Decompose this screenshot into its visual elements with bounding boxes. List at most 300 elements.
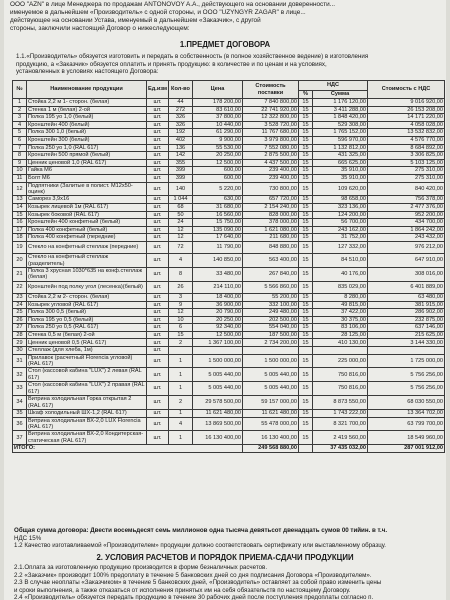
cell-unit: шт. [147,211,169,219]
cell-total: 976 212,00 [368,241,445,253]
table-row [13,196,445,204]
cell-no: 31 [13,354,27,368]
cell-no: 26 [13,316,27,324]
cell-qty: 15 [169,331,193,339]
cell-name: Саморез 3,9х16 [27,196,147,204]
cell-name: Стойка 2,2 м 2- сторон. (белая) [27,293,147,301]
cell-vat-pct: 15 [299,339,313,347]
cell-total: 26 153 208,00 [368,106,445,114]
cell-unit: шт. [147,354,169,368]
cell-no: 37 [13,431,27,445]
cell-vat-sum: 109 620,00 [313,182,368,196]
cell-no: 19 [13,241,27,253]
cell-unit: шт. [147,331,169,339]
cell-price [193,347,243,355]
cell-no: 6 [13,136,27,144]
cell-name: Стенка 1 м (белая) 2-ой [27,106,147,114]
cell-vat-pct: 15 [299,241,313,253]
cell-total: 647 910,00 [368,254,445,268]
vat-line: НДС 15% [14,534,42,542]
cell-unit: шт. [147,267,169,281]
cell-no: 17 [13,226,27,234]
cell-no: 2 [13,106,27,114]
cell-price: 83 610,00 [193,106,243,114]
cell-name: Козырек боковой (RAL 617) [27,211,147,219]
cell-qty: 2 [169,396,193,410]
cell-name: Полка 195 уо 0,5 (белый) [27,316,147,324]
table-row [13,144,445,152]
cell-cost: 730 800,00 [243,182,299,196]
cell-qty: 1 [169,431,193,445]
cell-no: 35 [13,409,27,417]
header-unit: Ед.изм [147,81,169,99]
cell-qty: 8 [169,267,193,281]
table-row [13,417,445,431]
cell-unit: шт. [147,324,169,332]
cell-unit: шт. [147,136,169,144]
cell-vat-pct [299,347,313,355]
header-total: Стоимость с НДС [368,81,445,99]
table-row [13,152,445,160]
cell-price: 10 440,00 [193,121,243,129]
section2-line: 2.1.Оплата за изготовленную продукцию производится в форме безналичных расчетов. [14,564,268,571]
cell-vat-sum: 750 816,00 [313,382,368,396]
cell-total: 381 915,00 [368,301,445,309]
cell-vat-sum: 8 280,00 [313,293,368,301]
cell-total: 13 532 832,00 [368,129,445,137]
cell-no: 5 [13,129,27,137]
cell-vat-pct: 15 [299,309,313,317]
cell-vat-pct: 15 [299,167,313,175]
cell-no: 11 [13,174,27,182]
cell-cost: 5 566 860,00 [243,281,299,293]
cell-price: 61 290,00 [193,129,243,137]
cell-name: Шкаф холодильный ШХ-1,2 (RAL 617) [27,409,147,417]
cell-price: 140 850,00 [193,254,243,268]
cell-total: 18 549 960,00 [368,431,445,445]
cell-vat-pct: 15 [299,281,313,293]
table-row [13,254,445,268]
cell-total: 434 700,00 [368,219,445,227]
cell-unit: шт. [147,226,169,234]
cell-total: 308 016,00 [368,267,445,281]
cell-name: Прилавок (расчетный Florencia угловой) (RAL 617) [27,354,147,368]
cell-qty: 1 [169,368,193,382]
cell-unit: шт. [147,219,169,227]
cell-cost: 22 741 920,00 [243,106,299,114]
table-row [13,114,445,122]
cell-vat-pct: 15 [299,293,313,301]
cell-price: 37 800,00 [193,114,243,122]
cell-qty: 6 [169,324,193,332]
cell-vat-sum: 28 125,00 [313,331,368,339]
cell-cost: 3 979 800,00 [243,136,299,144]
cell-total: 215 625,00 [368,331,445,339]
cell-no: 8 [13,152,27,160]
products-table [12,80,445,453]
cell-vat-pct: 15 [299,136,313,144]
cell-vat-pct: 15 [299,152,313,160]
cell-no: 3 [13,114,27,122]
cell-cost [243,347,299,355]
cell-price: 15 750,00 [193,219,243,227]
cell-vat-sum: 84 510,00 [313,254,368,268]
cell-no: 13 [13,196,27,204]
cell-qty: 1 [169,382,193,396]
contract-page [4,0,446,600]
cell-name: Стекло на конфетный стеллаж (разделитель) [27,254,147,268]
cell-name: Стойка 2,2 м 1- сторон. (белая) [27,99,147,107]
cell-total: 275 310,00 [368,174,445,182]
cell-qty: 326 [169,114,193,122]
cell-no: 23 [13,293,27,301]
cell-price: 11 621 480,00 [193,409,243,417]
cell-cost: 12 322 800,00 [243,114,299,122]
cell-no: 36 [13,417,27,431]
cell-vat-pct: 15 [299,331,313,339]
cell-qty: 68 [169,203,193,211]
cell-unit: шт. [147,339,169,347]
cell-cost: 4 437 500,00 [243,159,299,167]
cell-unit: шт. [147,382,169,396]
cell-unit: шт. [147,152,169,160]
cell-total: 756 378,00 [368,196,445,204]
cell-vat-sum: 30 375,00 [313,316,368,324]
amount-in-words: Общая сумма договора: Двести восемьдесят семь миллионов одна тысяча девятьсот двенадцать сумов 00 тийин. в т.ч. [14,527,388,534]
header-price: Цена [193,81,243,99]
cell-vat-pct: 15 [299,211,313,219]
cell-cost: 16 130 400,00 [243,431,299,445]
cell-no: 12 [13,182,27,196]
cell-name: Витрина холодильная ВХ-2,0 LUX Florencia (RAL 617) [27,417,147,431]
cell-total: 1 725 000,00 [368,354,445,368]
cell-vat-sum: 31 752,00 [313,234,368,242]
cell-vat-sum: 8 873 550,00 [313,396,368,410]
table-row [13,396,445,410]
cell-no: 20 [13,254,27,268]
cell-vat-sum: 124 200,00 [313,211,368,219]
cell-unit: шт. [147,409,169,417]
cell-total: 286 902,00 [368,309,445,317]
cell-vat-sum: 225 000,00 [313,354,368,368]
table-row [13,226,445,234]
table-row [13,354,445,368]
cell-unit: шт. [147,347,169,355]
cell-total: 1 864 242,00 [368,226,445,234]
table-row [13,331,445,339]
cell-total: 13 364 702,00 [368,409,445,417]
cell-no: 33 [13,382,27,396]
cell-name: Кронштейн 300 (белый) [27,136,147,144]
cell-unit: шт. [147,182,169,196]
cell-vat-pct: 15 [299,382,313,396]
cell-name: Витрина холодильная ВХ-2,0 Кондитерская-статическая (RAL 617) [27,431,147,445]
intro-line: ООО "AZN" в лице Менеджера по продажам ANTONOVOY A.A., действующего на основании доверенности... [10,1,336,8]
cell-price: 16 560,00 [193,211,243,219]
cell-no: 10 [13,167,27,175]
cell-vat-pct: 15 [299,254,313,268]
cell-price: 18 400,00 [193,293,243,301]
cell-total: 243 432,00 [368,234,445,242]
cell-cost: 211 680,00 [243,234,299,242]
cell-total [368,347,445,355]
cell-no: 18 [13,234,27,242]
cell-total: 9 016 920,00 [368,99,445,107]
cell-qty: 9 [169,301,193,309]
cell-vat-pct: 15 [299,354,313,368]
cell-vat-sum: 665 625,00 [313,159,368,167]
cell-cost: 2 875 500,00 [243,152,299,160]
section2-line: 2.4 «Производитель» обязуется передать продукцию в течение 30 рабочих дней после поступления предоплаты согласно п. [14,594,374,600]
cell-vat-pct: 15 [299,267,313,281]
cell-total: 232 875,00 [368,316,445,324]
cell-qty: 355 [169,159,193,167]
cell-cost: 378 000,00 [243,219,299,227]
cell-vat-sum [313,347,368,355]
cell-cost: 239 400,00 [243,174,299,182]
cell-total: 840 420,00 [368,182,445,196]
cell-name: Стеллаж (для хлеба, 1м) [27,347,147,355]
cell-vat-pct: 15 [299,301,313,309]
cell-name: Полка 250 уо 1,0 (RAL 617) [27,144,147,152]
header-vat: НДС [299,81,368,91]
cell-vat-sum: 529 308,00 [313,121,368,129]
cell-price: 55 530,00 [193,144,243,152]
cell-qty: 10 [169,316,193,324]
cell-total: 275 310,00 [368,167,445,175]
header-cost: Стоимость поставки [243,81,299,99]
cell-vat-pct: 15 [299,106,313,114]
cell-unit: шт. [147,196,169,204]
cell-total: 4 576 770,00 [368,136,445,144]
cell-name: Болт М6 [27,174,147,182]
cell-cost: 202 500,00 [243,316,299,324]
cell-cost: 332 100,00 [243,301,299,309]
section1-title: 1.ПРЕДМЕТ ДОГОВОРА [179,40,271,49]
cell-vat-pct: 15 [299,219,313,227]
cell-price: 135 090,00 [193,226,243,234]
table-row [13,324,445,332]
contract-footer [14,527,442,550]
cell-unit: шт. [147,121,169,129]
cell-total: 5 103 125,00 [368,159,445,167]
table-row [13,167,445,175]
cell-qty: 192 [169,129,193,137]
cell-vat-sum: 1 132 812,00 [313,144,368,152]
table-row [13,347,445,355]
cell-qty: 4 [169,417,193,431]
cell-vat-pct: 15 [299,409,313,417]
cell-price: 5 220,00 [193,182,243,196]
total-sum: 287 001 912,00 [368,445,445,453]
cell-unit: шт. [147,106,169,114]
cell-qty: 44 [169,99,193,107]
cell-total: 2 477 376,00 [368,203,445,211]
cell-total: 5 756 256,00 [368,368,445,382]
cell-vat-pct: 15 [299,174,313,182]
cell-unit: шт. [147,293,169,301]
cell-qty: 12 [169,226,193,234]
cell-name: Козырек угловой (RAL 617) [27,301,147,309]
cell-vat-pct: 15 [299,182,313,196]
cell-no: 4 [13,121,27,129]
cell-unit: шт. [147,309,169,317]
cell-name: Кронштейн под полку угол (лесенка)(белый) [27,281,147,293]
cell-name: Полка 3 хрусная 1030*635 на конф.стеллаж (белая) [27,267,147,281]
cell-cost: 267 840,00 [243,267,299,281]
header-name: Наименование продукции [27,81,147,99]
cell-qty: 26 [169,281,193,293]
cell-vat-pct: 15 [299,431,313,445]
cell-qty: 4 [169,254,193,268]
cell-no: 34 [13,396,27,410]
total-cost: 249 568 880,00 [243,445,299,453]
cell-total: 637 146,00 [368,324,445,332]
table-row [13,99,445,107]
cell-qty: 12 [169,234,193,242]
section2-title: 2. УСЛОВИЯ РАСЧЕТОВ И ПОРЯДОК ПРИЕМА-СДАЧИ ПРОДУКЦИИ [96,553,354,562]
cell-vat-sum: 127 332,00 [313,241,368,253]
cell-qty: 50 [169,211,193,219]
cell-qty: 140 [169,182,193,196]
contract-intro [10,1,440,33]
cell-price: 20 250,00 [193,316,243,324]
cell-price: 16 130 400,00 [193,431,243,445]
cell-name: Полка 400 конфетный (передние) [27,234,147,242]
cell-vat-sum: 49 815,00 [313,301,368,309]
cell-qty: 272 [169,106,193,114]
cell-total: 3 306 825,00 [368,152,445,160]
cell-name: Кронштейн 400 конфетный (белый) [27,219,147,227]
cell-price: 92 340,00 [193,324,243,332]
cell-cost: 187 500,00 [243,331,299,339]
cell-total: 63 799 700,00 [368,417,445,431]
table-row [13,301,445,309]
cell-cost: 1 500 000,00 [243,354,299,368]
cell-vat-sum: 1 848 420,00 [313,114,368,122]
table-row [13,174,445,182]
cell-qty: 1 [169,409,193,417]
cell-price: 12 500,00 [193,159,243,167]
cell-unit: шт. [147,281,169,293]
cell-vat-pct: 15 [299,144,313,152]
cell-name: Стекло на конфетный стеллаж (передние) [27,241,147,253]
total-label: ИТОГО: [13,445,243,453]
cell-price: 17 640,00 [193,234,243,242]
table-row [13,203,445,211]
cell-unit: шт. [147,431,169,445]
cell-price: 36 900,00 [193,301,243,309]
cell-qty: 142 [169,152,193,160]
cell-name: Козырек лицевой 1м (RAL 617) [27,203,147,211]
table-row [13,211,445,219]
cell-vat-pct: 15 [299,121,313,129]
cell-cost: 7 552 080,00 [243,144,299,152]
cell-price: 31 680,00 [193,203,243,211]
cell-price: 5 005 440,00 [193,368,243,382]
cell-vat-sum: 35 910,00 [313,174,368,182]
cell-price: 20 250,00 [193,152,243,160]
table-row [13,431,445,445]
cell-name: Кронштейн 400 (белый) [27,121,147,129]
cell-vat-pct: 15 [299,234,313,242]
intro-line: действующее на основании Устава, именуемый в дальнейшем «Заказчик», с другой [10,17,261,24]
table-row [13,339,445,347]
cell-no: 15 [13,211,27,219]
cell-no: 16 [13,219,27,227]
table-row [13,182,445,196]
cell-name: Гайка М6 [27,167,147,175]
cell-cost: 239 400,00 [243,167,299,175]
cell-unit: шт. [147,159,169,167]
cell-price: 178 200,00 [193,99,243,107]
cell-name: Полка 250 уо 0,5 (RAL 617) [27,324,147,332]
cell-price: 1 367 100,00 [193,339,243,347]
cell-qty: 72 [169,241,193,253]
cell-vat-sum: 323 136,00 [313,203,368,211]
cell-unit: шт. [147,396,169,410]
cell-qty: 2 [169,339,193,347]
cell-no: 9 [13,159,27,167]
table-row [13,368,445,382]
cell-cost: 5 005 440,00 [243,382,299,396]
cell-qty: 24 [169,219,193,227]
table-row [13,316,445,324]
cell-vat-sum: 243 162,00 [313,226,368,234]
cell-unit: шт. [147,167,169,175]
header-vat-pct: % [299,91,313,99]
cell-qty: 3 [169,293,193,301]
cell-cost: 828 000,00 [243,211,299,219]
table-row [13,234,445,242]
table-row [13,159,445,167]
cell-vat-sum: 431 325,00 [313,152,368,160]
section2-text [14,564,434,600]
cell-vat-sum: 3 411 288,00 [313,106,368,114]
cell-vat-sum: 1 743 222,00 [313,409,368,417]
table-row [13,219,445,227]
cell-qty: 402 [169,136,193,144]
cell-name: Стол (кассовой кабина "LUX") 2 левая (RAL 617) [27,368,147,382]
cell-cost: 554 040,00 [243,324,299,332]
cell-vat-sum: 37 422,00 [313,309,368,317]
cell-price: 33 480,00 [193,267,243,281]
cell-vat-sum: 1 765 152,00 [313,129,368,137]
cell-no: 1 [13,99,27,107]
cell-no: 29 [13,339,27,347]
cell-unit: шт. [147,144,169,152]
cell-unit: шт. [147,368,169,382]
cell-price: 11 790,00 [193,241,243,253]
cell-unit: шт. [147,316,169,324]
cell-cost: 55 200,00 [243,293,299,301]
cell-qty: 1 [169,354,193,368]
cell-no: 30 [13,347,27,355]
header-vat-sum: Сумма [313,91,368,99]
cell-cost: 55 478 000,00 [243,417,299,431]
cell-total: 8 684 892,00 [368,144,445,152]
cell-name: Стол (кассовой кабина "LUX") 2 правая (RAL 617) [28,382,145,395]
section1-text [16,53,436,76]
cell-price: 1 500 000,00 [193,354,243,368]
cell-no: 32 [13,368,27,382]
quality-clause: 1.2 Качество изготавливаемой «Производителем» продукции должно соответствовать сертификату или выставленному образцу. [14,542,386,549]
cell-vat-sum: 83 106,00 [313,324,368,332]
cell-cost: 2 734 200,00 [243,339,299,347]
cell-cost: 249 480,00 [243,309,299,317]
table-row [13,409,445,417]
cell-cost: 3 528 720,00 [243,121,299,129]
